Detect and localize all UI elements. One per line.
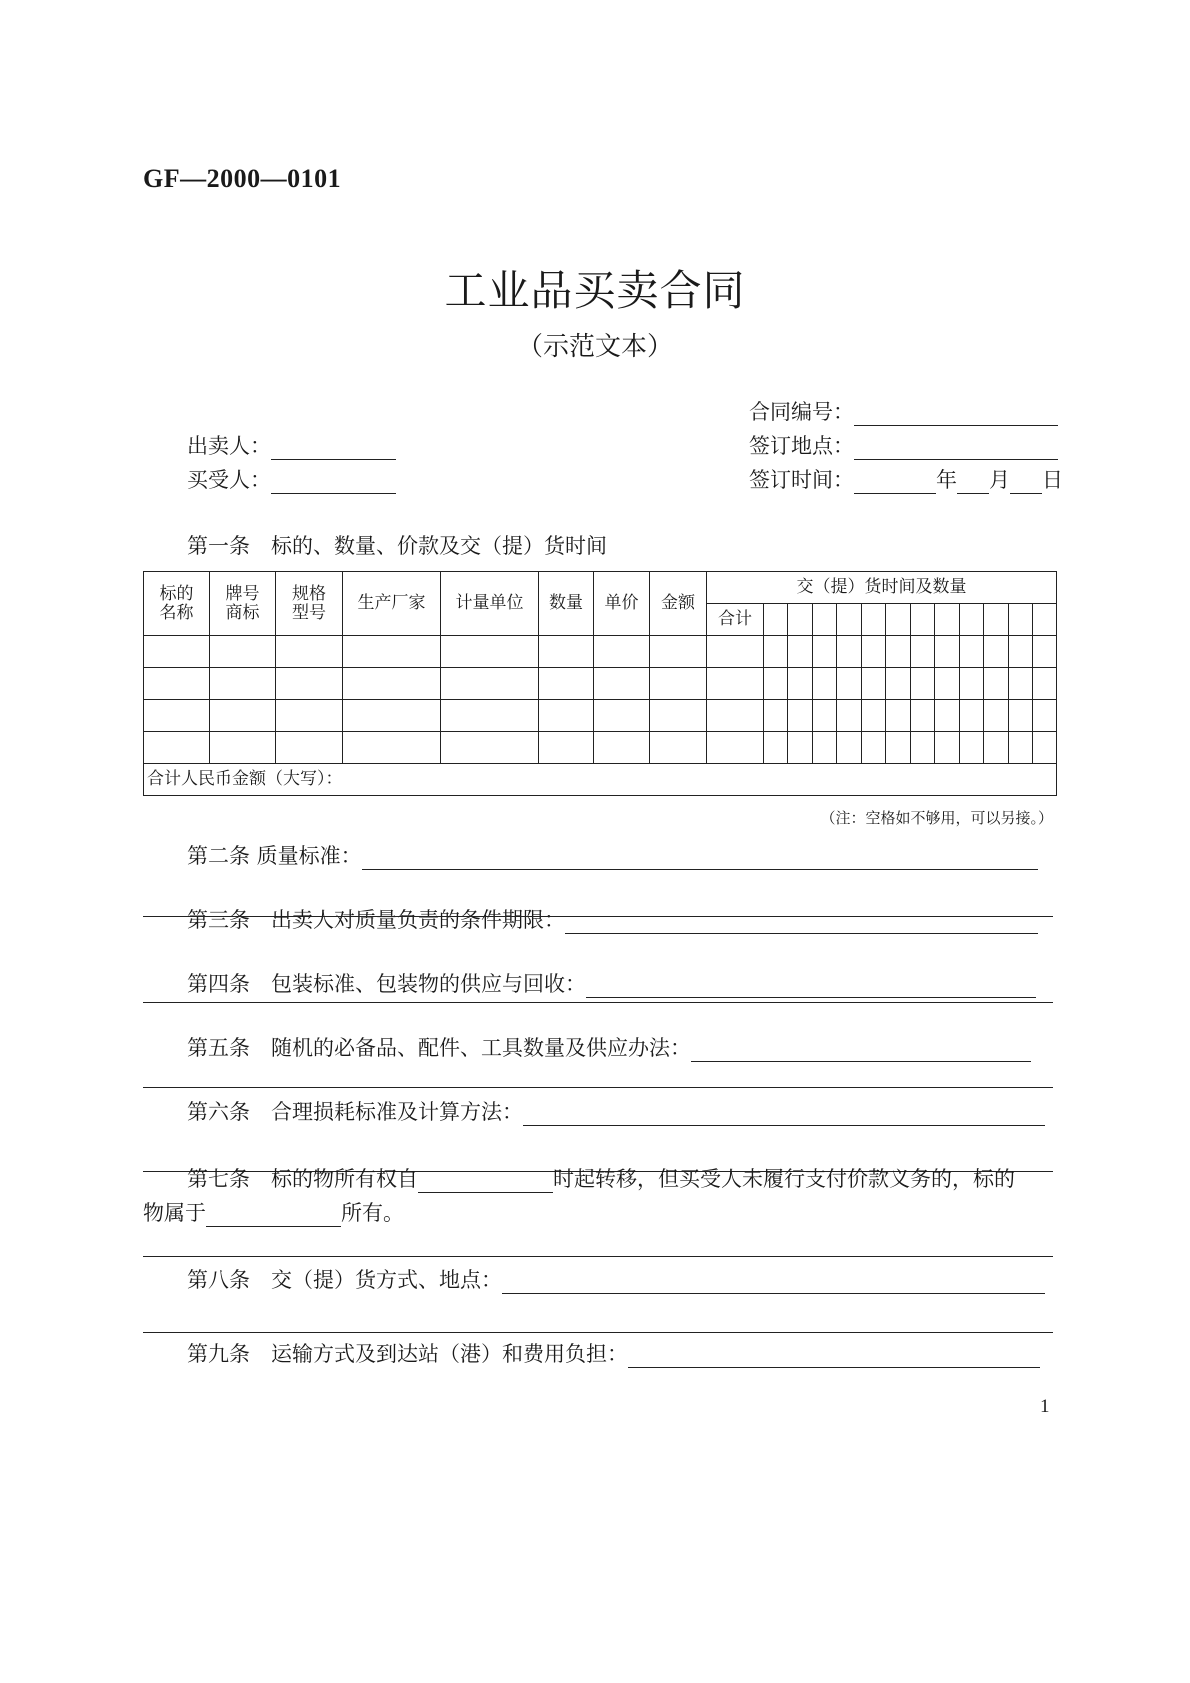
article-7-line2 <box>143 1197 404 1227</box>
table-cell[interactable] <box>911 636 935 668</box>
article-9-blank[interactable] <box>628 1345 1040 1368</box>
article-9 <box>187 1338 1040 1368</box>
table-cell[interactable] <box>911 604 935 636</box>
article-4-continuation-line <box>143 1002 1053 1003</box>
table-cell[interactable] <box>813 732 837 764</box>
table-cell[interactable] <box>343 732 441 764</box>
table-cell[interactable] <box>1009 732 1033 764</box>
month-blank[interactable] <box>957 471 989 494</box>
table-row <box>144 700 1057 732</box>
table-cell[interactable] <box>813 700 837 732</box>
article-4-label: 第四条 包装标准、包装物的供应与回收： <box>187 972 586 996</box>
table-cell[interactable] <box>960 636 984 668</box>
article-2-blank[interactable] <box>362 847 1038 870</box>
table-note: （注：空格如不够用，可以另接。） <box>820 809 1053 827</box>
ownership-time-blank[interactable] <box>418 1170 553 1193</box>
article-4-blank[interactable] <box>586 975 1036 998</box>
table-cell[interactable] <box>707 636 764 668</box>
article-4 <box>187 968 1036 998</box>
table-cell[interactable] <box>276 636 343 668</box>
table-cell[interactable] <box>862 700 886 732</box>
table-cell[interactable] <box>984 732 1009 764</box>
article-6-blank[interactable] <box>523 1103 1045 1126</box>
sign-time-label: 签订时间： <box>749 468 854 492</box>
table-cell[interactable] <box>1033 732 1057 764</box>
table-cell[interactable] <box>650 732 707 764</box>
table-cell[interactable] <box>144 636 210 668</box>
article-7-label: 第七条 标的物所有权自 <box>187 1167 418 1191</box>
article-7-continuation-line <box>143 1256 1053 1257</box>
col-header-spec: 规格 型号 <box>276 572 343 636</box>
table-cell[interactable] <box>935 604 960 636</box>
table-cell[interactable] <box>441 732 539 764</box>
table-cell[interactable] <box>343 700 441 732</box>
table-cell[interactable] <box>594 668 650 700</box>
table-cell[interactable] <box>707 732 764 764</box>
table-cell[interactable] <box>441 668 539 700</box>
table-cell[interactable] <box>984 668 1009 700</box>
col-header-total: 合计 <box>707 604 764 636</box>
seller-label: 出卖人： <box>187 434 271 458</box>
table-cell[interactable] <box>1009 700 1033 732</box>
table-cell[interactable] <box>1009 668 1033 700</box>
table-cell[interactable] <box>984 604 1009 636</box>
table-cell[interactable] <box>539 700 594 732</box>
table-cell[interactable] <box>886 668 911 700</box>
document-code: GF—2000—0101 <box>143 164 342 193</box>
table-cell[interactable] <box>650 636 707 668</box>
article-1-heading: 第一条 标的、数量、价款及交（提）货时间 <box>187 534 607 558</box>
article-2-label: 第二条 质量标准： <box>187 844 362 868</box>
table-cell[interactable] <box>911 700 935 732</box>
table-cell[interactable] <box>650 668 707 700</box>
table-cell[interactable] <box>862 668 886 700</box>
table-cell[interactable] <box>144 732 210 764</box>
table-cell[interactable] <box>960 700 984 732</box>
table-cell[interactable] <box>788 604 813 636</box>
table-cell[interactable] <box>984 700 1009 732</box>
table-cell[interactable] <box>837 732 862 764</box>
table-cell[interactable] <box>886 636 911 668</box>
table-cell[interactable] <box>911 732 935 764</box>
month-label: 月 <box>989 468 1010 492</box>
table-cell[interactable] <box>441 700 539 732</box>
article-3-label: 第三条 出卖人对质量负责的条件期限： <box>187 908 565 932</box>
table-row <box>144 732 1057 764</box>
table-cell[interactable] <box>144 668 210 700</box>
table-cell[interactable] <box>276 700 343 732</box>
article-5-label: 第五条 随机的必备品、配件、工具数量及供应办法： <box>187 1036 691 1060</box>
table-cell[interactable] <box>707 668 764 700</box>
table-cell[interactable] <box>1033 668 1057 700</box>
contract-no-field[interactable] <box>749 396 1058 426</box>
article-7-text-3: 所有。 <box>341 1201 404 1225</box>
table-cell[interactable] <box>886 732 911 764</box>
article-7-line1 <box>187 1163 1015 1193</box>
day-blank[interactable] <box>1010 471 1042 494</box>
article-7-text-2: 物属于 <box>143 1201 206 1225</box>
table-cell[interactable] <box>210 700 276 732</box>
table-row <box>144 668 1057 700</box>
table-amount-row <box>144 764 1057 796</box>
table-cell[interactable] <box>276 732 343 764</box>
col-header-delivery: 交（提）货时间及数量 <box>707 572 1057 604</box>
table-header-row <box>144 572 1057 604</box>
table-cell[interactable] <box>441 636 539 668</box>
table-cell[interactable] <box>935 732 960 764</box>
table-cell[interactable] <box>539 668 594 700</box>
table-cell[interactable] <box>960 604 984 636</box>
table-cell[interactable] <box>210 636 276 668</box>
table-cell[interactable] <box>764 668 788 700</box>
table-cell[interactable] <box>707 700 764 732</box>
article-8-blank[interactable] <box>502 1271 1045 1294</box>
article-3-strike-line <box>143 916 1053 917</box>
table-cell[interactable] <box>343 636 441 668</box>
table-cell[interactable] <box>837 636 862 668</box>
table-cell[interactable] <box>813 636 837 668</box>
page-number: 1 <box>1040 1396 1050 1417</box>
col-header-quantity: 数量 <box>539 572 594 636</box>
table-cell[interactable] <box>594 700 650 732</box>
year-label: 年 <box>936 468 957 492</box>
total-amount-cell[interactable]: 合计人民币金额（大写）： <box>144 764 1057 796</box>
table-cell[interactable] <box>650 700 707 732</box>
table-cell[interactable] <box>788 732 813 764</box>
table-row <box>144 636 1057 668</box>
table-cell[interactable] <box>862 636 886 668</box>
article-6-label: 第六条 合理损耗标准及计算方法： <box>187 1100 523 1124</box>
year-blank[interactable] <box>854 471 936 494</box>
contract-no-blank[interactable] <box>854 403 1058 426</box>
article-8 <box>187 1264 1045 1294</box>
table-cell[interactable] <box>935 700 960 732</box>
table-cell[interactable] <box>210 668 276 700</box>
table-cell[interactable] <box>813 604 837 636</box>
col-header-brand: 牌号 商标 <box>210 572 276 636</box>
table-cell[interactable] <box>276 668 343 700</box>
contract-no-label: 合同编号： <box>749 400 854 424</box>
sign-place-field[interactable] <box>749 430 1058 460</box>
table-cell[interactable] <box>1009 604 1033 636</box>
article-6 <box>187 1096 1045 1126</box>
article-5-blank[interactable] <box>691 1039 1031 1062</box>
table-cell[interactable] <box>935 636 960 668</box>
table-cell[interactable] <box>788 668 813 700</box>
col-header-price: 单价 <box>594 572 650 636</box>
article-2 <box>187 840 1038 870</box>
table-cell[interactable] <box>594 636 650 668</box>
col-header-amount: 金额 <box>650 572 707 636</box>
day-label: 日 <box>1042 468 1063 492</box>
table-cell[interactable] <box>788 636 813 668</box>
document-subtitle: （示范文本） <box>516 332 673 362</box>
article-7-text: 时起转移，但买受人未履行支付价款义务的，标的 <box>553 1167 1015 1191</box>
sign-place-blank[interactable] <box>854 437 1058 460</box>
table-cell[interactable] <box>788 700 813 732</box>
col-header-unit: 计量单位 <box>441 572 539 636</box>
article-8-label: 第八条 交（提）货方式、地点： <box>187 1268 502 1292</box>
table-cell[interactable] <box>813 668 837 700</box>
table-cell[interactable] <box>960 668 984 700</box>
table-cell[interactable] <box>144 700 210 732</box>
table-cell[interactable] <box>1033 636 1057 668</box>
table-cell[interactable] <box>837 604 862 636</box>
article-9-label: 第九条 运输方式及到达站（港）和费用负担： <box>187 1342 628 1366</box>
table-cell[interactable] <box>210 732 276 764</box>
col-header-name: 标的 名称 <box>144 572 210 636</box>
article-3-blank[interactable] <box>565 911 1038 934</box>
seller-field[interactable] <box>187 430 396 460</box>
table-cell[interactable] <box>764 636 788 668</box>
article-3 <box>187 904 1038 934</box>
table-cell[interactable] <box>764 732 788 764</box>
col-header-manufacturer: 生产厂家 <box>343 572 441 636</box>
sign-time-field[interactable] <box>749 464 1063 494</box>
article-5-continuation-line <box>143 1087 1053 1088</box>
seller-blank[interactable] <box>271 437 396 460</box>
table-cell[interactable] <box>539 636 594 668</box>
table-cell[interactable] <box>984 636 1009 668</box>
goods-table <box>143 571 1057 796</box>
table-cell[interactable] <box>862 604 886 636</box>
table-cell[interactable] <box>539 732 594 764</box>
table-cell[interactable] <box>862 732 886 764</box>
table-cell[interactable] <box>837 668 862 700</box>
ownership-party-blank[interactable] <box>206 1204 341 1227</box>
table-cell[interactable] <box>764 700 788 732</box>
table-cell[interactable] <box>594 732 650 764</box>
table-cell[interactable] <box>1033 604 1057 636</box>
table-cell[interactable] <box>1009 636 1033 668</box>
table-cell[interactable] <box>886 604 911 636</box>
article-5 <box>187 1032 1031 1062</box>
buyer-label: 买受人： <box>187 468 271 492</box>
table-cell[interactable] <box>343 668 441 700</box>
table-cell[interactable] <box>960 732 984 764</box>
table-cell[interactable] <box>935 668 960 700</box>
buyer-field[interactable] <box>187 464 396 494</box>
table-cell[interactable] <box>1033 700 1057 732</box>
table-cell[interactable] <box>886 700 911 732</box>
buyer-blank[interactable] <box>271 471 396 494</box>
table-cell[interactable] <box>911 668 935 700</box>
sign-place-label: 签订地点： <box>749 434 854 458</box>
table-cell[interactable] <box>837 700 862 732</box>
table-cell[interactable] <box>764 604 788 636</box>
article-8-continuation-line <box>143 1332 1053 1333</box>
document-title: 工业品买卖合同 <box>444 266 746 315</box>
